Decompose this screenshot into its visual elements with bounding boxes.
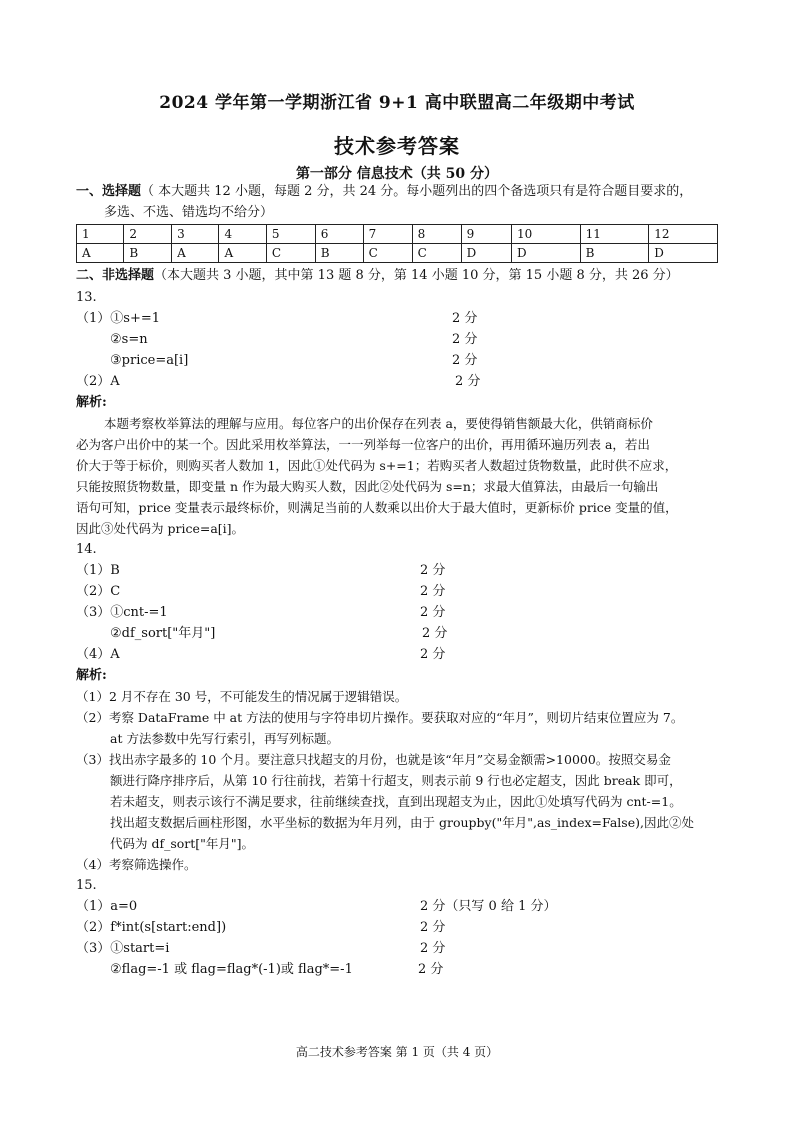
q15-answer-3: （3）①start=i bbox=[76, 941, 170, 956]
table-cell: A bbox=[77, 244, 124, 263]
q13-analysis-line: 语句可知，price 变量表示最终标价，则满足当前的人数乘以出价大于最大值时，更新标价 price 变量的值， bbox=[76, 500, 678, 515]
q13-points-4: 2 分 bbox=[455, 374, 481, 389]
q14-analysis-line: 代码为 df_sort["年月"]。 bbox=[110, 836, 255, 851]
table-cell: 6 bbox=[315, 225, 363, 244]
q13-answer-1: （1）①s+=1 bbox=[76, 311, 160, 326]
table-row-answers bbox=[77, 244, 718, 263]
q15-answer-4: ②flag=-1 或 flag=flag*(-1)或 flag*=-1 bbox=[110, 962, 353, 977]
answer-key-title: 技术参考答案 bbox=[334, 134, 460, 158]
q15-points-4: 2 分 bbox=[418, 962, 444, 977]
table-cell: 7 bbox=[363, 225, 412, 244]
q14-answer-4: ②df_sort["年月"] bbox=[110, 626, 216, 641]
part-title: 第一部分 信息技术（共 50 分） bbox=[295, 166, 499, 182]
q14-analysis-line: at 方法参数中先写行索引，再写列标题。 bbox=[110, 731, 339, 746]
q13-answer-2: ②s=n bbox=[110, 332, 148, 347]
q13-number: 13. bbox=[76, 290, 97, 305]
table-cell: D bbox=[461, 244, 511, 263]
table-cell: 11 bbox=[580, 225, 649, 244]
q14-analysis-line: （3）找出赤字最多的 10 个月。要注意只找超支的月份，也就是该“年月”交易金额需>10000。按照交易金 bbox=[76, 752, 671, 767]
q13-analysis-line: 因此③处代码为 price=a[i]。 bbox=[76, 521, 245, 536]
table-cell: C bbox=[266, 244, 315, 263]
table-row-question-numbers bbox=[77, 225, 718, 244]
q13-answer-4: （2）A bbox=[76, 374, 120, 389]
q14-answer-3: （3）①cnt-=1 bbox=[76, 605, 168, 620]
table-cell: 8 bbox=[412, 225, 461, 244]
choice-answer-table bbox=[76, 224, 718, 263]
q13-analysis-line: 必为客户出价中的某一个。因此采用枚举算法，一一列举每一位客户的出价，再用循环遍历列表 a，若出 bbox=[76, 437, 650, 452]
q14-points-3: 2 分 bbox=[420, 605, 446, 620]
q14-analysis-line: （1）2 月不存在 30 号，不可能发生的情况属于逻辑错误。 bbox=[76, 689, 408, 704]
section2-desc: （本大题共 3 小题，其中第 13 题 8 分，第 14 小题 10 分，第 15 小题 8 分，共 26 分） bbox=[154, 268, 679, 283]
table-cell: 10 bbox=[511, 225, 580, 244]
q13-analysis-label: 解析: bbox=[76, 395, 107, 410]
q14-answer-5: （4）A bbox=[76, 647, 120, 662]
table-cell: 4 bbox=[219, 225, 266, 244]
table-cell: B bbox=[580, 244, 649, 263]
q14-points-1: 2 分 bbox=[420, 563, 446, 578]
table-cell: D bbox=[649, 244, 718, 263]
q13-points-2: 2 分 bbox=[452, 332, 478, 347]
table-cell: 5 bbox=[266, 225, 315, 244]
q14-analysis-line: 找出超支数据后画柱形图，水平坐标的数据为年月列，由于 groupby("年月",as_index=False),因此②处 bbox=[110, 815, 694, 830]
section1-desc-line2: 多选、不选、错选均不给分） bbox=[104, 205, 274, 220]
q13-analysis-line: 只能按照货物数量，即变量 n 作为最大购买人数，因此②处代码为 s=n；求最大值算法，由最后一句输出 bbox=[76, 479, 659, 494]
table-cell: C bbox=[412, 244, 461, 263]
q15-points-1: 2 分（只写 0 给 1 分） bbox=[420, 899, 557, 914]
q14-analysis-label: 解析: bbox=[76, 668, 107, 683]
q14-analysis-line: 若未超支，则表示该行不满足要求，往前继续查找，直到出现超支为止，因此①处填写代码为 cnt-=1。 bbox=[110, 794, 682, 809]
q15-points-2: 2 分 bbox=[420, 920, 446, 935]
table-cell: C bbox=[363, 244, 412, 263]
q14-points-5: 2 分 bbox=[420, 647, 446, 662]
table-cell: 9 bbox=[461, 225, 511, 244]
q14-number: 14. bbox=[76, 542, 97, 557]
q15-points-3: 2 分 bbox=[420, 941, 446, 956]
page-footer: 高二技术参考答案 第 1 页（共 4 页） bbox=[295, 1045, 499, 1059]
table-cell: 3 bbox=[172, 225, 219, 244]
q13-analysis-line: 价大于等于标价，则购买者人数加 1，因此①处代码为 s+=1；若购买者人数超过货物数量，此时供不应求， bbox=[76, 458, 678, 473]
table-cell: B bbox=[124, 244, 172, 263]
q14-answer-2: （2）C bbox=[76, 584, 121, 599]
section2-heading: 二、非选择题 bbox=[76, 268, 155, 283]
section1-desc-line1: （ 本大题共 12 小题，每题 2 分，共 24 分。每小题列出的四个备选项只有是符合题目要求的， bbox=[141, 184, 693, 199]
table-cell: B bbox=[315, 244, 363, 263]
q15-answer-1: （1）a=0 bbox=[76, 899, 138, 914]
q14-answer-1: （1）B bbox=[76, 563, 120, 578]
table-cell: 12 bbox=[649, 225, 718, 244]
q13-analysis-line: 本题考察枚举算法的理解与应用。每位客户的出价保存在列表 a，要使得销售额最大化，供销商标价 bbox=[104, 416, 653, 431]
q15-answer-2: （2）f*int(s[start:end]) bbox=[76, 920, 227, 935]
table-cell: 2 bbox=[124, 225, 172, 244]
exam-title: 2024 学年第一学期浙江省 9+1 高中联盟高二年级期中考试 bbox=[159, 93, 635, 113]
q13-points-1: 2 分 bbox=[452, 311, 478, 326]
q14-points-2: 2 分 bbox=[420, 584, 446, 599]
q15-number: 15. bbox=[76, 878, 97, 893]
table-cell: 1 bbox=[77, 225, 124, 244]
section1-intro bbox=[76, 183, 692, 201]
q14-points-4: 2 分 bbox=[422, 626, 448, 641]
table-cell: D bbox=[511, 244, 580, 263]
table-cell: A bbox=[172, 244, 219, 263]
section2-intro bbox=[76, 267, 679, 285]
q13-answer-3: ③price=a[i] bbox=[110, 353, 189, 368]
q14-analysis-line: 额进行降序排序后，从第 10 行往前找，若第十行超支，则表示前 9 行也必定超支，因此 break 即可， bbox=[110, 773, 682, 788]
section1-heading: 一、选择题 bbox=[76, 184, 142, 199]
q13-points-3: 2 分 bbox=[452, 353, 478, 368]
table-cell: A bbox=[219, 244, 266, 263]
q14-analysis-line: （4）考察筛选操作。 bbox=[76, 857, 197, 872]
q14-analysis-line: （2）考察 DataFrame 中 at 方法的使用与字符串切片操作。要获取对应的“年月”，则切片结束位置应为 7。 bbox=[76, 710, 684, 725]
